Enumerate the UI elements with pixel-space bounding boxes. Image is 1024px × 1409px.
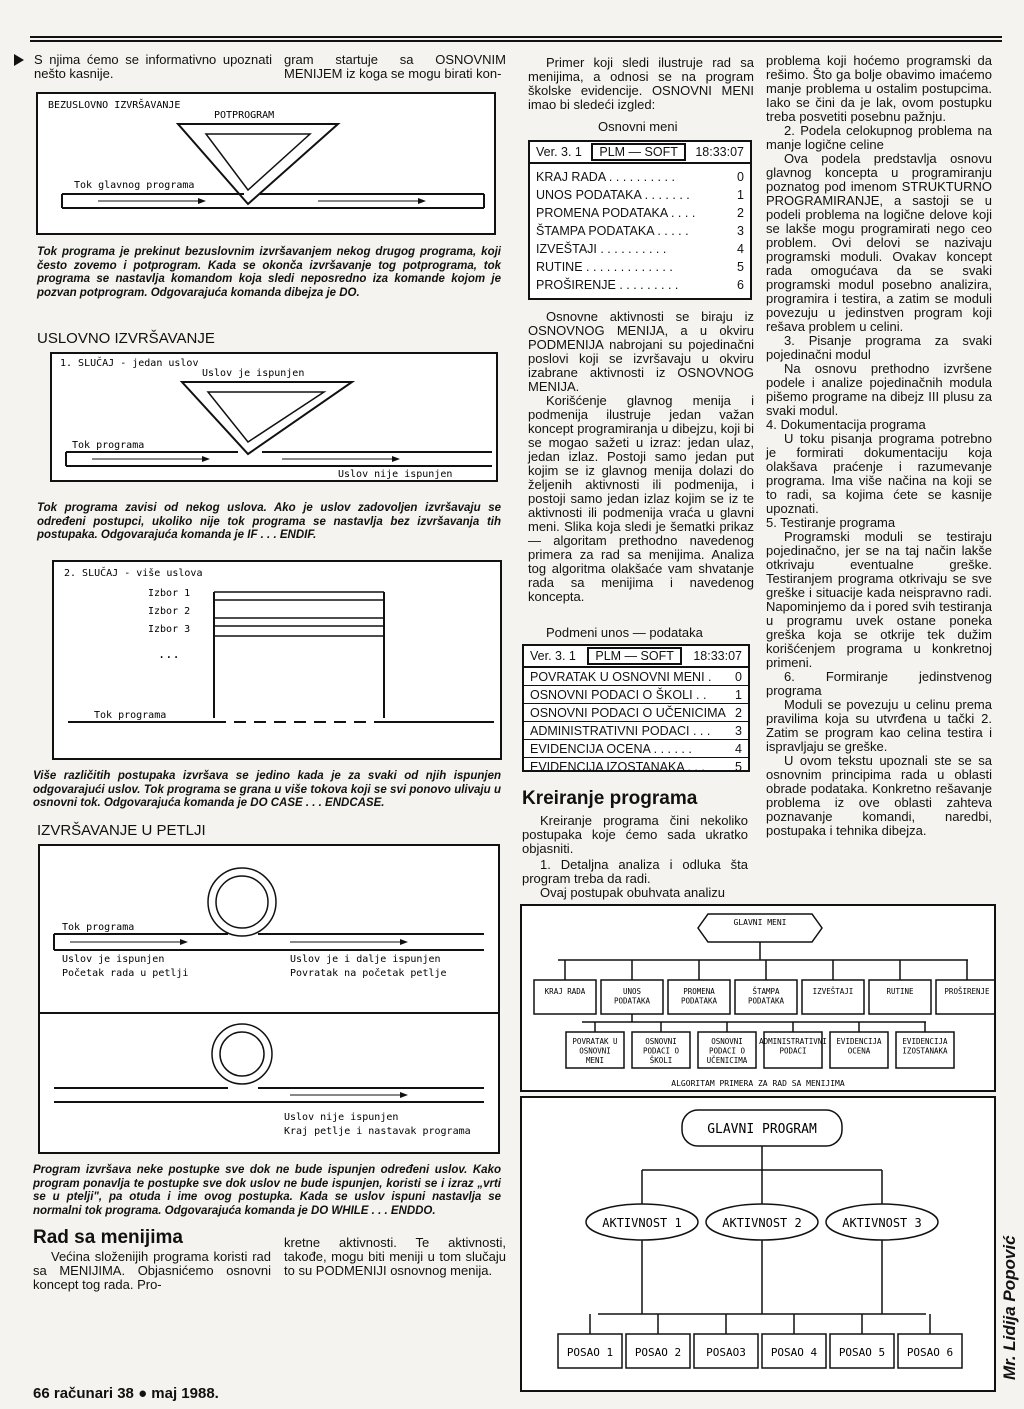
algo-level2-label: POVRATAK U (572, 1037, 618, 1046)
mid-bottom-text: kretne aktivnosti. Te aktivnosti, takođe, mogu biti meniji u tom slučaju to su PODMENIJI osnovnog menija. (284, 1235, 506, 1278)
algo-level1-label: PODATAKA (613, 996, 651, 1006)
algo-level1-label: KRAJ RADA (544, 987, 586, 996)
algo-level2-label: ADMINISTRATIVNI (759, 1037, 827, 1046)
algo-level2-label: UČENICIMA (706, 1056, 748, 1065)
submenu-title: Podmeni unos — podataka (546, 625, 703, 640)
submenu-item-label: ADMINISTRATIVNI PODACI . . . (530, 724, 711, 738)
figure-loop-false (38, 1012, 500, 1154)
fig4-flow-label: Tok programa (62, 922, 135, 933)
submenu-item-number: 4 (735, 742, 742, 756)
figure-program-structure (520, 1096, 996, 1392)
struct-activity-label: AKTIVNOST 3 (842, 1216, 922, 1230)
algo-level1-box (802, 980, 864, 1014)
main-menu-item-label: RUTINE . . . . . . . . . . . . . (536, 260, 673, 274)
structure-svg (522, 1098, 994, 1390)
struct-job-label: POSAO 5 (838, 1346, 886, 1359)
col3-p1: Osnovne aktivnosti se biraju iz OSNOVNOG MENIJA, a u okviru PODMENIJA nabrojani su pojedinačni poslovi koji se izvršavaju u okviru izabrane aktivnosti iz OSNOVNOG MENIJA. (528, 309, 754, 394)
main-menu-list (530, 164, 750, 294)
caption-unconditional: Tok programa je prekinut bezuslovnim izvršavanjem nekog drugog programa, koji često zovemo i potprogram. Kada se okonča izvršavanje tog potprograma, tok programa se nastavlja komandom koja sledi neposredno iza komande kojom je pozvan potprogram. Odgovarajuća komanda dibejza je DO. (37, 246, 501, 299)
submenu-item-number: 1 (735, 688, 742, 702)
algo-level1-box (869, 980, 931, 1014)
main-menu-item-label: IZVEŠTAJI . . . . . . . . . . (536, 242, 667, 256)
sub-time-label: 18:33:07 (693, 649, 742, 663)
fig3-case-label: 2. SLUČAJ - više uslova (64, 568, 203, 579)
submenu-item (524, 758, 748, 776)
col4-p8: 5. Testiranje programa (766, 515, 896, 530)
algo-level2-label: PODACI O (708, 1046, 746, 1056)
mid-top-text: gram startuje sa OSNOVNIM MENIJEM iz koga se mogu birati kon- (284, 52, 506, 81)
heading-menus: Rad sa menijima (33, 1227, 183, 1248)
submenu-item-label: POVRATAK U OSNOVNI MENI . (530, 670, 712, 684)
algo-caption: ALGORITAM PRIMERA ZA RAD SA MENIJIMA (671, 1079, 845, 1088)
submenu-header (524, 646, 748, 668)
col4-p9: Programski moduli se testiraju pojedinačno, jer se na taj način lakše otkrivaju eventualne greške. Testiranjem programa otkrivaju se sve greške i situacije kada neispravno radi. Napominjemo da i pored svih testiranja u programu uvek ostane poneka greška koja se otkrije tek dužim korišćenjem programa u konkretnoj primeni. (766, 529, 992, 670)
algo-level2-label: OSNOVNI (645, 1037, 677, 1046)
algo-level1-label: PODATAKA (747, 996, 785, 1006)
fig3-choice-2: Izbor 2 (148, 606, 191, 617)
caption-loop: Program izvršava neke postupke sve dok ne bude ispunjen određeni uslov. Kako program ponavlja te postupke sve dok uslov ne bude ispunjen, koristi se i izraz „vrti se u ptelji", pa otuda i ime ovog postupka. Kada se uslov ispuni nastavlja se normalni tok programa. Odgovarajuća komanda je DO WHILE . . . ENDDO. (33, 1164, 501, 1217)
col3-p2: Korišćenje glavnog menija i podmenija ilustruje jedan važan koncept programiranja u dibejzu, koji bi se mogao sažeti u izraz: jedan ulaz, jedan izlaz. Postoji samo jedan put kojim se iz glavnog menija dolazi do željenih aktivnosti ili podmenija, i postoji samo jedan izlaz kojim se iz te aktivnosti ili podmenija vraća u glavni meni. Slika koja sledi je šematki prikaz — algoritam prethodno navedenog primera za rad sa menijima. Analiza tog algoritma olakšaće vam shvatanje rada sa menijima i navedenog koncepta. (528, 393, 754, 604)
version-label: Ver. 3. 1 (536, 145, 582, 159)
author-byline: Mr. Lidija Popović (1000, 1235, 1019, 1380)
main-menu-item-number: 5 (737, 260, 744, 274)
algo-level1-box (936, 980, 994, 1014)
col4-p5: Na osnovu prethodno izvršene podele i analize pojedinačnih modula pišemo programe na dibejz III plusu za svaki modul. (766, 361, 992, 418)
submenu-item-label: EVIDENCIJA IZOSTANAKA . . . (530, 760, 705, 774)
col3-intro: Primer koji sledi ilustruje rad sa menijima, a odnosi se na program školske evidencije. OSNOVNI MENI imao bi sledeći izgled: (528, 55, 754, 112)
submenu-item (524, 722, 748, 740)
algo-level2-label: ŠKOLI (649, 1056, 673, 1065)
algo-level1-label: PROMENA (683, 987, 715, 996)
sub-version-label: Ver. 3. 1 (530, 649, 576, 663)
algo-level1-box (534, 980, 596, 1014)
col4-p2: 2. Podela celokupnog problema na manje logične celine (766, 123, 992, 152)
heading-conditional: USLOVNO IZVRŠAVANJE (37, 330, 215, 347)
col4-p7: U toku pisanja programa potrebno je formirati dokumentaciju koja olakšava praćenje i razumevanje programa. Ima više načina na koji se to radi, sa kojima ćete se kasnije upoznati. (766, 431, 992, 516)
menu-title: Osnovni meni (598, 119, 678, 134)
fig2-case-label: 1. SLUČAJ - jedan uslov (60, 358, 199, 369)
fig5-right-1: Uslov nije ispunjen (284, 1112, 399, 1123)
main-menu-item-label: UNOS PODATAKA . . . . . . . (536, 188, 690, 202)
struct-job-label: POSAO 4 (770, 1346, 818, 1359)
main-menu-header (530, 142, 750, 164)
submenu-item-number: 2 (735, 706, 742, 720)
fig3-choice-1: Izbor 1 (148, 588, 191, 599)
algo-level2-label: MENI (585, 1056, 605, 1065)
col4-p1: problema koji hoćemo programski da rešimo. Što ga bolje obavimo imaćemo manje problema u ostalim postupcima. Iako se čini da je lak, ovom postupku treba posvetiti posebnu pažnju. (766, 53, 992, 124)
main-menu-item-label: PROMENA PODATAKA . . . . (536, 206, 696, 220)
fig4-left-2: Početak rada u petlji (62, 968, 189, 979)
fig3-choice-3: Izbor 3 (148, 624, 191, 635)
main-menu-item (530, 168, 750, 186)
col4-p11: Moduli se povezuju u celinu prema pravilima koja su utvrđena u tački 2. Zatim se program kao celina testira i ispravljaju se greške. (766, 697, 992, 754)
figure-conditional-many (52, 560, 502, 760)
main-menu-item-number: 6 (737, 278, 744, 292)
algorithm-svg (522, 906, 994, 1090)
submenu-item-label: OSNOVNI PODACI O UČENICIMA (530, 706, 726, 720)
algo-level2-label: EVIDENCIJA (902, 1037, 948, 1046)
fig2-false-label: Uslov nije ispunjen (338, 469, 453, 480)
main-menu-item (530, 186, 750, 204)
submenu-item-number: 3 (735, 724, 742, 738)
struct-activity-label: AKTIVNOST 1 (602, 1216, 682, 1230)
time-label: 18:33:07 (695, 145, 744, 159)
submenu-item-label: OSNOVNI PODACI O ŠKOLI . . (530, 688, 707, 702)
algo-root-label: GLAVNI MENI (733, 918, 787, 927)
submenu-item (524, 704, 748, 722)
algo-level2-label: OCENA (847, 1046, 871, 1056)
sub-plm-soft-label: PLM — SOFT (587, 647, 681, 665)
top-rule (30, 36, 1002, 42)
submenu-item-label: EVIDENCIJA OCENA . . . . . . (530, 742, 692, 756)
algo-level1-label: PROŠIRENJE (944, 987, 990, 996)
main-menu-item (530, 222, 750, 240)
algo-level1-label: IZVEŠTAJI (812, 987, 854, 996)
algo-level2-label: IZOSTANAKA (902, 1046, 948, 1056)
col4-p12: U ovom tekstu upoznali ste se sa osnovnim principima rada u oblasti obrade podataka. Konkretno rešavanje problema iz ove oblasti zahteva poznavanje komandi, naredbi, postupaka i tehnika dibejza. (766, 753, 992, 838)
main-menu-item-label: ŠTAMPA PODATAKA . . . . . (536, 224, 689, 238)
bullet-arrow-icon (14, 54, 24, 66)
submenu-item-number: 5 (735, 760, 742, 774)
main-menu-item-number: 0 (737, 170, 744, 184)
fig3-flow-label: Tok programa (94, 710, 167, 721)
fig2-true-label: Uslov je ispunjen (202, 368, 305, 379)
fig5-right-2: Kraj petlje i nastavak programa (284, 1126, 471, 1137)
struct-job-label: POSAO 1 (566, 1346, 614, 1359)
caption-conditional: Tok programa zavisi od nekog uslova. Ako je uslov zadovoljen izvršavaju se određeni postupci, ukoliko nije tok programa se nastavlja bez izvršavanja tih postupaka. Odgovarajuća komanda je IF . . . ENDIF. (37, 502, 501, 541)
submenu-item (524, 740, 748, 758)
fig3-dots: ... (158, 647, 180, 661)
main-menu-item-label: PROŠIRENJE . . . . . . . . . (536, 278, 679, 292)
intro-text: S njima ćemo se informativno upoznati nešto kasnije. (20, 53, 272, 81)
col3-k3: Ovaj postupak obuhvata analizu (540, 885, 726, 900)
fig4-left-1: Uslov je ispunjen (62, 954, 165, 965)
figure-menu-algorithm (520, 904, 996, 1092)
submenu-item-number: 0 (735, 670, 742, 684)
fig1-flow-label: Tok glavnog programa (74, 180, 195, 191)
algo-level2-label: PODACI O (642, 1046, 680, 1056)
heading-loop: IZVRŠAVANJE U PETLJI (37, 822, 206, 839)
main-menu-item (530, 240, 750, 258)
col3-k2: 1. Detaljna analiza i odluka šta program treba da radi. (522, 857, 748, 886)
algo-level2-label: PODACI (779, 1046, 807, 1056)
struct-job-label: POSAO3 (706, 1346, 746, 1359)
figure-conditional-one (50, 352, 498, 482)
algo-level1-label: RUTINE (886, 987, 914, 996)
col3-k1: Kreiranje programa čini nekoliko postupaka koje ćemo sada ukratko objasniti. (522, 813, 748, 856)
fig2-flow-label: Tok programa (72, 440, 145, 451)
heading-creation: Kreiranje programa (522, 788, 698, 809)
struct-root-label: GLAVNI PROGRAM (707, 1122, 817, 1137)
struct-job-label: POSAO 2 (634, 1346, 682, 1359)
main-menu-item-number: 3 (737, 224, 744, 238)
fig1-sub-label: POTPROGRAM (214, 110, 275, 121)
col4-p4: 3. Pisanje programa za svaki pojedinačni modul (766, 333, 992, 362)
fig4-right-1: Uslov je i dalje ispunjen (290, 954, 441, 965)
fig1-label: BEZUSLOVNO IZVRŠAVANJE (48, 100, 181, 111)
figure-loop-true (38, 844, 500, 1014)
algo-level2-label: OSNOVNI (711, 1037, 743, 1046)
submenu-item (524, 668, 748, 686)
main-menu-item-number: 2 (737, 206, 744, 220)
menus-text: Većina složenijih programa koristi rad sa MENIJIMA. Objasnićemo osnovni koncept tog rada. Pro- (33, 1249, 271, 1292)
main-menu-screen (528, 140, 752, 300)
main-menu-item (530, 258, 750, 276)
algo-level1-label: PODATAKA (680, 996, 718, 1006)
algo-level1-label: UNOS (622, 987, 642, 996)
submenu-item (524, 686, 748, 704)
col4-text (766, 54, 992, 838)
submenu-list (524, 668, 748, 776)
page-footer: 66 računari 38 ● maj 1988. (33, 1385, 219, 1402)
figure-unconditional (36, 92, 496, 235)
algo-level1-label: ŠTAMPA (752, 987, 780, 996)
main-menu-item-number: 4 (737, 242, 744, 256)
col4-p6: 4. Dokumentacija programa (766, 417, 926, 432)
plm-soft-label: PLM — SOFT (591, 143, 685, 161)
main-menu-item-label: KRAJ RADA . . . . . . . . . . (536, 170, 675, 184)
main-menu-item (530, 276, 750, 294)
fig4-right-2: Povratak na početak petlje (290, 968, 447, 979)
main-menu-item-number: 1 (737, 188, 744, 202)
main-menu-item (530, 204, 750, 222)
algo-level2-label: EVIDENCIJA (836, 1037, 882, 1046)
caption-many: Više različitih postupaka izvršava se jedino kada je za svaki od njih ispunjen odgovarajući uslov. Tok programa se grana u više tokova koji se svi ponovo ulivaju u osnovni tok. Odgovarajuća komanda je DO CASE . . . ENDCASE. (33, 770, 501, 809)
struct-activity-label: AKTIVNOST 2 (722, 1216, 802, 1230)
algo-level2-label: OSNOVNI (579, 1046, 611, 1056)
col4-p10: 6. Formiranje jedinstvenog programa (766, 669, 992, 698)
struct-job-label: POSAO 6 (906, 1346, 954, 1359)
submenu-screen (522, 644, 750, 772)
col4-p3: Ova podela predstavlja osnovu glavnog koncepta u programiranju poznatog pod imenom STRUKTURNO PROGRAMIRANJE, a sastoji se u podeli problema na logične delove koji se lakše mogu programirati nego ceo problem. Ovi delovi se nazivaju programski moduli. Ovakav koncept rada omogućava da se svaki programski modul posebno analizira, programira i testira, a zatim se moduli povezuju u jedinstven program koji rešava problem u celini. (766, 151, 992, 334)
